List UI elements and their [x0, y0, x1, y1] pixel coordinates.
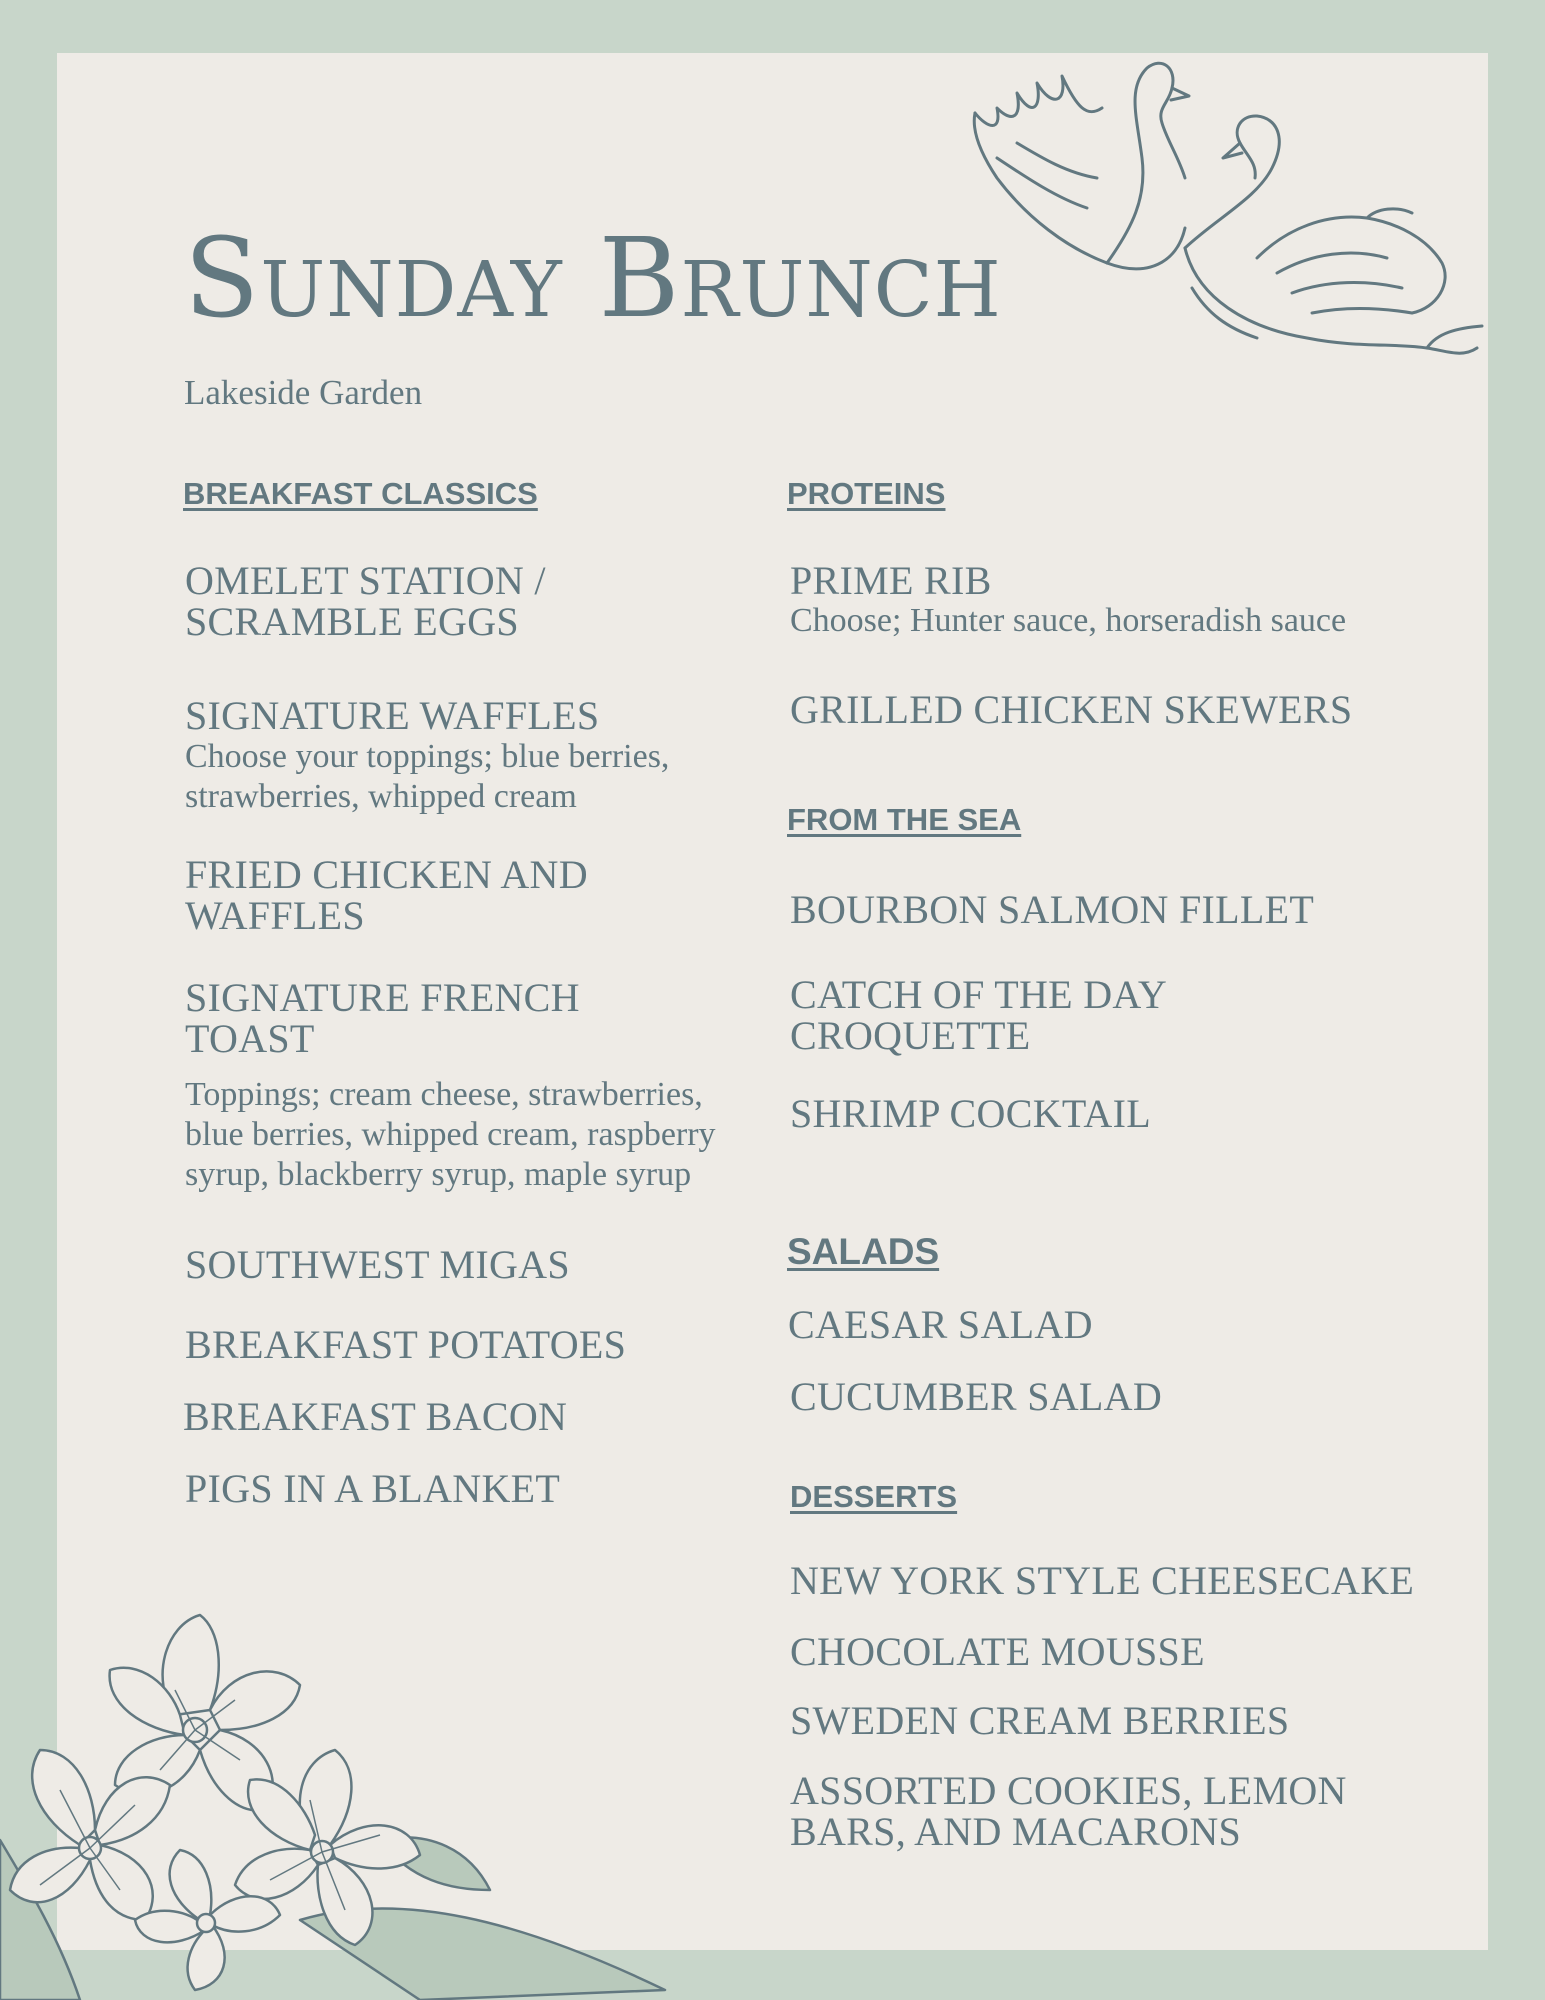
swan-pair-icon: [957, 53, 1488, 408]
menu-item-description: Toppings; cream cheese, strawberries, blue berries, whipped cream, raspberry syrup, blackberry syrup, maple syrup: [185, 1076, 716, 1193]
menu-item: SHRIMP COCKTAIL: [790, 1091, 1151, 1136]
menu-item: ASSORTED COOKIES, LEMON BARS, AND MACARONS: [790, 1768, 1347, 1854]
section-heading-proteins: PROTEINS: [787, 476, 946, 511]
menu-item: SOUTHWEST MIGAS: [185, 1242, 570, 1287]
menu-item: OMELET STATION / SCRAMBLE EGGS: [185, 558, 546, 644]
menu-item: PRIME RIB: [790, 558, 992, 603]
menu-item-description: Choose; Hunter sauce, horseradish sauce: [790, 602, 1347, 639]
menu-item: NEW YORK STYLE CHEESECAKE: [790, 1558, 1415, 1603]
section-heading-sea: FROM THE SEA: [787, 802, 1022, 837]
menu-item: PIGS IN A BLANKET: [185, 1466, 561, 1511]
menu-item: GRILLED CHICKEN SKEWERS: [790, 687, 1353, 732]
menu-item: CAESAR SALAD: [788, 1302, 1093, 1347]
menu-item: BREAKFAST BACON: [183, 1394, 568, 1439]
section-heading-salads: SALADS: [787, 1231, 940, 1272]
menu-item: BREAKFAST POTATOES: [185, 1322, 627, 1367]
page-subtitle: Lakeside Garden: [184, 373, 423, 412]
menu-item: SIGNATURE FRENCH TOAST: [185, 975, 580, 1061]
menu-item: SWEDEN CREAM BERRIES: [790, 1698, 1290, 1743]
section-heading-breakfast: BREAKFAST CLASSICS: [183, 476, 538, 511]
section-heading-desserts: DESSERTS: [790, 1479, 958, 1514]
menu-item: CUCUMBER SALAD: [790, 1374, 1163, 1419]
menu-item: BOURBON SALMON FILLET: [790, 887, 1315, 932]
flower-cluster-icon: [0, 1590, 680, 2000]
menu-item: FRIED CHICKEN AND WAFFLES: [185, 852, 588, 938]
menu-item: CATCH OF THE DAY CROQUETTE: [790, 972, 1166, 1058]
menu-item: CHOCOLATE MOUSSE: [790, 1629, 1205, 1674]
menu-item: SIGNATURE WAFFLES: [185, 693, 600, 738]
menu-item-description: Choose your toppings; blue berries, strawberries, whipped cream: [185, 738, 670, 815]
page-title: Sunday Brunch: [184, 214, 1002, 342]
